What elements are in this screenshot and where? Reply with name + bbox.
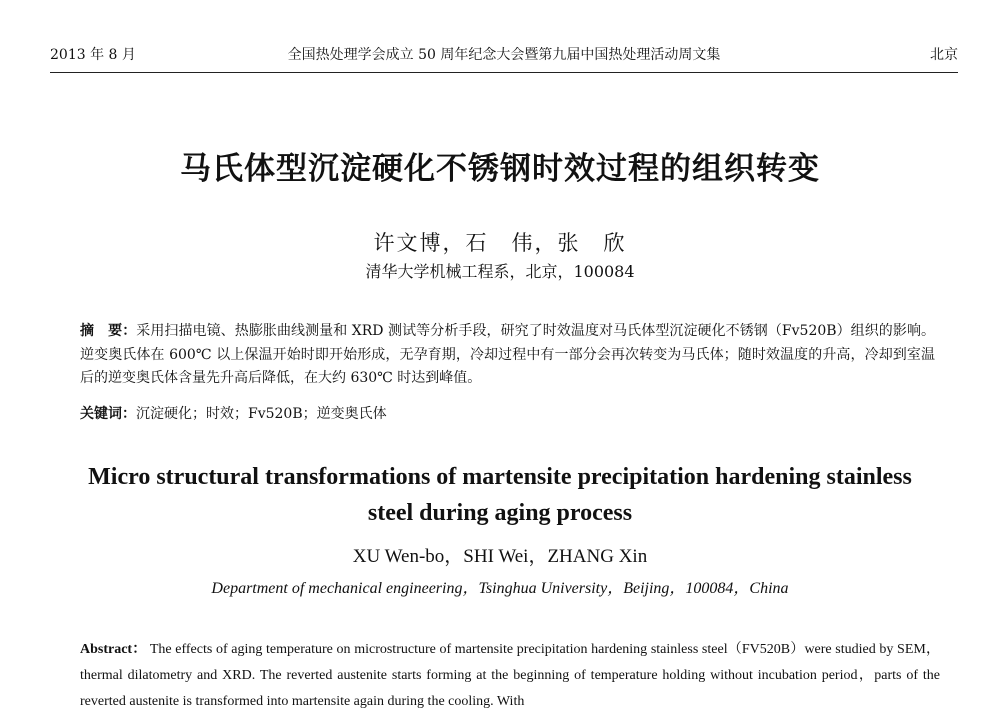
chinese-keywords-text: 沉淀硬化；时效；Fv520B；逆变奥氏体 [136, 406, 387, 422]
chinese-keywords [80, 403, 935, 426]
chinese-title: 马氏体型沉淀硬化不锈钢时效过程的组织转变 [180, 151, 820, 187]
chinese-abstract-label: 摘 要： [80, 323, 137, 339]
english-affiliation: Department of mechanical engineering，Tsinghua University，Beijing，100084，China [211, 580, 789, 597]
header-location: 北京 [930, 47, 958, 63]
running-header [50, 40, 958, 70]
english-authors: XU Wen-bo，SHI Wei，ZHANG Xin [352, 546, 648, 567]
english-abstract [80, 637, 940, 715]
chinese-affiliation: 清华大学机械工程系，北京，100084 [365, 262, 635, 281]
chinese-keywords-label: 关键词： [80, 406, 136, 422]
header-date: 2013 年 8 月 [50, 47, 136, 63]
english-abstract-label: Abstract： [80, 642, 147, 657]
header-rule [50, 72, 958, 73]
chinese-abstract [80, 320, 935, 391]
chinese-abstract-text: 采用扫描电镜、热膨胀曲线测量和 XRD 测试等分析手段，研究了时效温度对马氏体型沉淀硬化不锈钢（Fv520B）组织的影响。逆变奥氏体在 600℃ 以上保温开始时即开始形成，无孕育期，冷却过程中有一部分会再次转变为马氏体；随时效温度的升高，冷却到室温后的逆变奥氏体含量先升高后降低，在大约 630℃ 时达到峰值。 [80, 323, 936, 386]
chinese-authors: 许文博，石 伟，张 欣 [373, 231, 627, 255]
header-proceedings-title: 全国热处理学会成立 50 周年纪念大会暨第九届中国热处理活动周文集 [287, 47, 721, 63]
english-title: Micro structural transformations of martensite precipitation hardening stainless steel during aging process [88, 464, 912, 526]
english-abstract-text: The effects of aging temperature on microstructure of martensite precipitation hardening stainless steel（FV520B）were studied by SEM，thermal dilatometry and XRD. The reverted austenite starts forming at the beginning of temperature holding without incubation period，parts of the reverted austenite is transformed into martensite again during the cooling. With [80, 642, 940, 709]
